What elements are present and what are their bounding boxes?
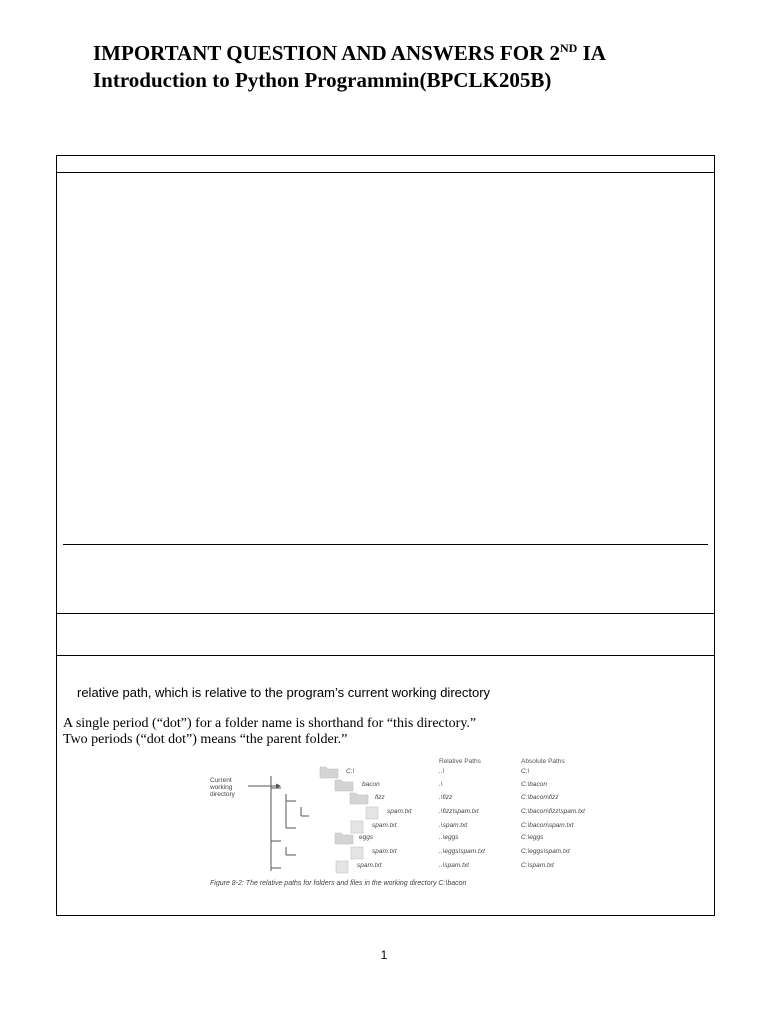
path-figure	[202, 758, 585, 892]
absolute-path: C:\eggs	[521, 834, 544, 841]
relative-path: .\spam.txt	[439, 822, 468, 829]
relative-path: .\fizz	[439, 794, 453, 801]
relative-path-definition: relative path, which is relative to the program’s current working directory	[77, 685, 491, 700]
single-dot-explanation: A single period (“dot”) for a folder name is shorthand for “this directory.”	[63, 716, 477, 731]
tree-node-name: spam.txt	[387, 808, 412, 815]
file-icon	[351, 847, 363, 859]
absolute-path: C:\bacon\spam.txt	[521, 822, 574, 829]
file-icon	[336, 861, 348, 873]
folder-icon	[350, 793, 368, 804]
table-row-divider	[57, 172, 714, 173]
relative-path: ..\spam.txt	[439, 862, 469, 869]
tree-node-name: C:\	[346, 768, 355, 775]
folder-icon	[335, 833, 353, 844]
title-line-2: Introduction to Python Programmin(BPCLK205B)	[93, 68, 552, 92]
absolute-path: C:\spam.txt	[521, 862, 554, 869]
tree-node-name: eggs	[359, 834, 374, 841]
file-icon	[351, 821, 363, 833]
double-dot-explanation: Two periods (“dot dot”) means “the parent folder.”	[63, 732, 348, 747]
title-suffix: IA	[577, 41, 606, 65]
table-row-divider	[57, 613, 714, 614]
title-line-1	[93, 40, 606, 67]
document-header	[93, 40, 606, 94]
current-directory-label: Current working directory	[210, 777, 235, 798]
table-row-divider	[57, 655, 714, 656]
absolute-path: C:\bacon	[521, 781, 548, 788]
tree-node-name: fizz	[375, 794, 385, 801]
relative-paths-header: Relative Paths	[439, 758, 481, 765]
absolute-path: C:\bacon\fizz	[521, 794, 559, 801]
title-text: IMPORTANT QUESTION AND ANSWERS FOR 2	[93, 41, 560, 65]
tree-node-name: spam.txt	[372, 822, 397, 829]
folder-icon	[335, 780, 353, 791]
tree-node-name: bacon	[362, 781, 380, 788]
tree-node-name: spam.txt	[357, 862, 382, 869]
relative-path: ..\eggs\spam.txt	[439, 848, 485, 855]
relative-path: ..\eggs	[439, 834, 459, 841]
file-icon	[366, 807, 378, 819]
horizontal-rule	[63, 544, 708, 545]
tree-diagram	[202, 758, 574, 878]
relative-path: ..\	[439, 768, 445, 775]
tree-node-name: spam.txt	[372, 848, 397, 855]
absolute-path: C:\	[521, 768, 530, 775]
absolute-path: C:\eggs\spam.txt	[521, 848, 570, 855]
question-table	[56, 155, 715, 916]
absolute-path: C:\bacon\fizz\spam.txt	[521, 808, 585, 815]
relative-path: .\	[439, 781, 443, 788]
relative-path: .\fizz\spam.txt	[439, 808, 479, 815]
title-superscript: ND	[559, 41, 578, 55]
folder-icon	[320, 767, 338, 778]
figure-caption: Figure 8-2: The relative paths for folders and files in the working directory C:\bacon	[210, 880, 467, 887]
page-number: 1	[380, 948, 388, 962]
absolute-paths-header: Absolute Paths	[521, 758, 565, 765]
